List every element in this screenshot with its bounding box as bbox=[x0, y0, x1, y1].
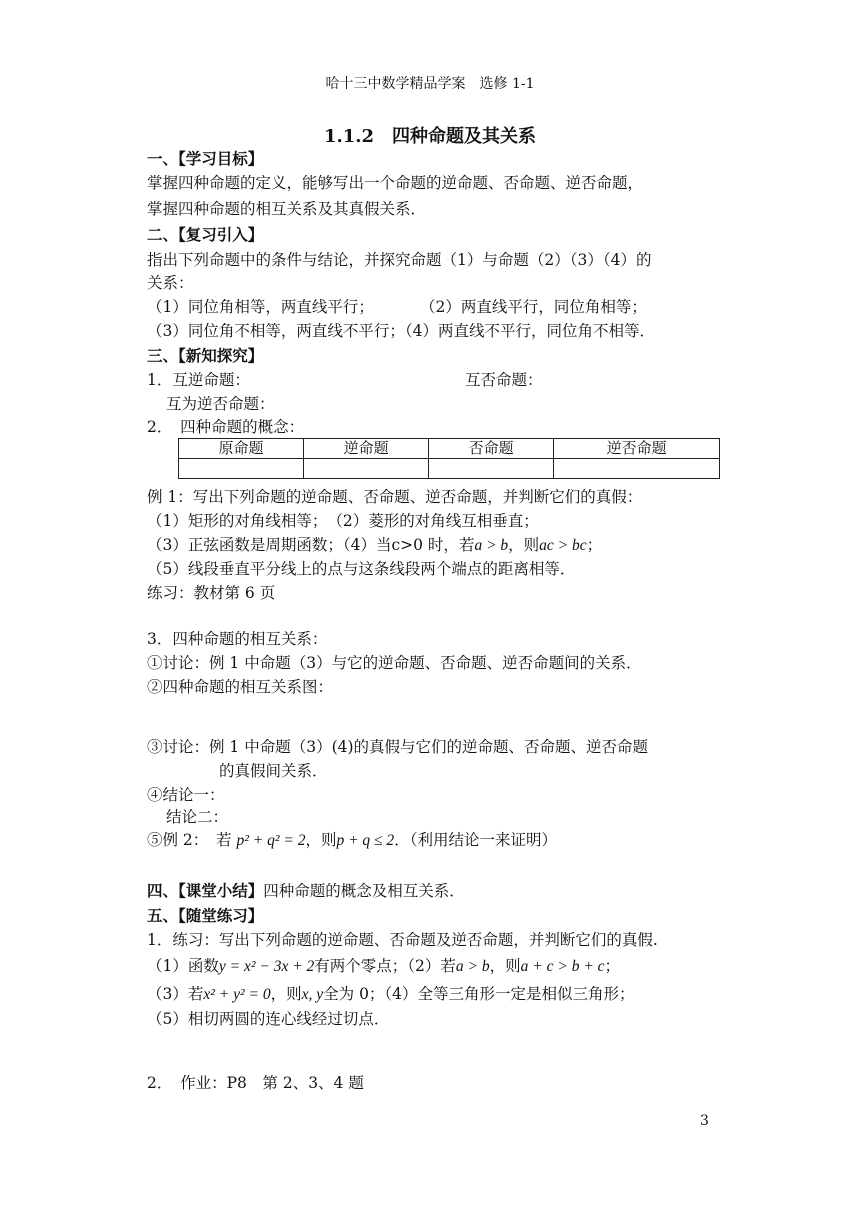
section-heading-summary: 四、【课堂小结】 bbox=[147, 881, 264, 900]
section-heading-review: 二、【复习引入】 bbox=[147, 225, 264, 244]
review-line-4: （3）同位角不相等，两直线不平行；（4）两直线不平行，同位角不相等． bbox=[147, 322, 655, 340]
inequality-a-gt-b: a > b bbox=[455, 958, 490, 975]
equation-p2-q2: p² + q² = 2 bbox=[236, 832, 306, 849]
mutual-inverse-label: 互否命题： bbox=[465, 371, 543, 389]
table-row bbox=[179, 459, 720, 479]
table-cell bbox=[179, 459, 304, 479]
practice-item-2-text: 有两个零点；（2）若 bbox=[314, 957, 456, 975]
page-title: 1.1.2 四种命题及其关系 bbox=[323, 126, 537, 147]
mutual-contrapositive-label: 互为逆否命题： bbox=[166, 395, 275, 413]
practice-item-5: （5）相切两圆的连心线经过切点． bbox=[147, 1010, 390, 1028]
table-cell bbox=[554, 459, 720, 479]
discussion-1: ①讨论：例 1 中命题（3）与它的逆命题、否命题、逆否命题间的关系． bbox=[147, 654, 642, 672]
relations-diagram-label: ②四种命题的相互关系图： bbox=[147, 678, 334, 696]
practice-items-1-2 bbox=[147, 955, 620, 978]
table-header-cell: 原命题 bbox=[179, 439, 304, 459]
summary-line bbox=[147, 880, 465, 902]
practice-reference: 练习：教材第 6 页 bbox=[147, 584, 276, 602]
then-text: ，则 bbox=[270, 985, 302, 1003]
summary-text: 四种命题的概念及相互关系． bbox=[263, 882, 465, 900]
four-propositions-concept: 2． 四种命题的概念： bbox=[147, 418, 305, 436]
page-header: 哈十三中数学精品学案 选修 1-1 bbox=[325, 76, 535, 92]
example-1-item-5: （5）线段垂直平分线上的点与这条线段两个端点的距离相等． bbox=[147, 560, 576, 578]
review-proposition-1: （1）同位角相等，两直线平行； bbox=[147, 298, 374, 316]
practice-item-3-text: （3）若 bbox=[147, 985, 204, 1003]
example-1-items-3-4 bbox=[147, 534, 602, 557]
example-1-items-1-2: （1）矩形的对角线相等； （2）菱形的对角线互相垂直； bbox=[147, 512, 539, 530]
homework: 2． 作业：P8 第 2、3、4 题 bbox=[147, 1074, 364, 1092]
example-2-label: ⑤例 2： 若 bbox=[147, 831, 232, 849]
section-heading-goals: 一、【学习目标】 bbox=[147, 149, 264, 168]
semicolon: ； bbox=[586, 536, 603, 554]
page-number: 3 bbox=[700, 1113, 709, 1129]
conclusion-2: 结论二： bbox=[166, 808, 229, 826]
function-expression: y = x² − 3x + 2 bbox=[218, 958, 315, 975]
proof-hint: ．（利用结论一来证明） bbox=[394, 831, 557, 849]
propositions-table bbox=[178, 438, 720, 479]
review-line-2: 关系： bbox=[147, 274, 194, 292]
practice-items-3-4 bbox=[147, 983, 635, 1006]
practice-item-1-text: （1）函数 bbox=[147, 957, 219, 975]
goals-line-2: 掌握四种命题的相互关系及其真假关系． bbox=[147, 200, 427, 218]
section-heading-explore: 三、【新知探究】 bbox=[147, 346, 264, 365]
inequality-ac-gt-bc: ac > bc bbox=[539, 537, 587, 554]
then-text: ，则 bbox=[489, 957, 521, 975]
goals-line-1: 掌握四种命题的定义，能够写出一个命题的逆命题、否命题、逆否命题， bbox=[147, 174, 644, 192]
table-cell bbox=[304, 459, 429, 479]
table-cell bbox=[429, 459, 554, 479]
table-header-row bbox=[179, 439, 720, 459]
section-heading-practice: 五、【随堂练习】 bbox=[147, 906, 264, 925]
semicolon: ； bbox=[604, 957, 621, 975]
example-1-item-3-text: （3）正弦函数是周期函数；（4）当c>0 时，若 bbox=[147, 536, 475, 554]
inequality-a-plus-c: a + c > b + c bbox=[520, 958, 605, 975]
discussion-3-line-1: ③讨论：例 1 中命题（3）(4)的真假与它们的逆命题、否命题、逆否命题 bbox=[147, 738, 649, 756]
variables-x-y: x, y bbox=[301, 986, 324, 1003]
inequality-p-q: p + q ≤ 2 bbox=[336, 832, 395, 849]
practice-prompt: 1．练习：写出下列命题的逆命题、否命题及逆否命题，并判断它们的真假. bbox=[147, 931, 658, 949]
then-text: ，则 bbox=[305, 831, 337, 849]
mutual-converse-label: 1．互逆命题： bbox=[147, 371, 250, 389]
table-header-cell: 否命题 bbox=[429, 439, 554, 459]
equation-x2-y2: x² + y² = 0 bbox=[203, 986, 271, 1003]
then-text: ，则 bbox=[508, 536, 540, 554]
table-header-cell: 逆否命题 bbox=[554, 439, 720, 459]
table-header-cell: 逆命题 bbox=[304, 439, 429, 459]
review-proposition-2: （2）两直线平行，同位角相等； bbox=[420, 298, 647, 316]
discussion-3-line-2: 的真假间关系． bbox=[219, 762, 328, 780]
example-1-prompt: 例 1：写出下列命题的逆命题、否命题、逆否命题，并判断它们的真假： bbox=[147, 488, 643, 506]
conclusion-1: ④结论一： bbox=[147, 786, 225, 804]
practice-item-4-text: 全为 0；（4）全等三角形一定是相似三角形； bbox=[323, 985, 635, 1003]
inequality-a-gt-b: a > b bbox=[474, 537, 509, 554]
relations-heading: 3．四种命题的相互关系： bbox=[147, 630, 328, 648]
review-line-1: 指出下列命题中的条件与结论，并探究命题（1）与命题（2）（3）（4）的 bbox=[147, 251, 652, 269]
example-2 bbox=[147, 829, 557, 852]
